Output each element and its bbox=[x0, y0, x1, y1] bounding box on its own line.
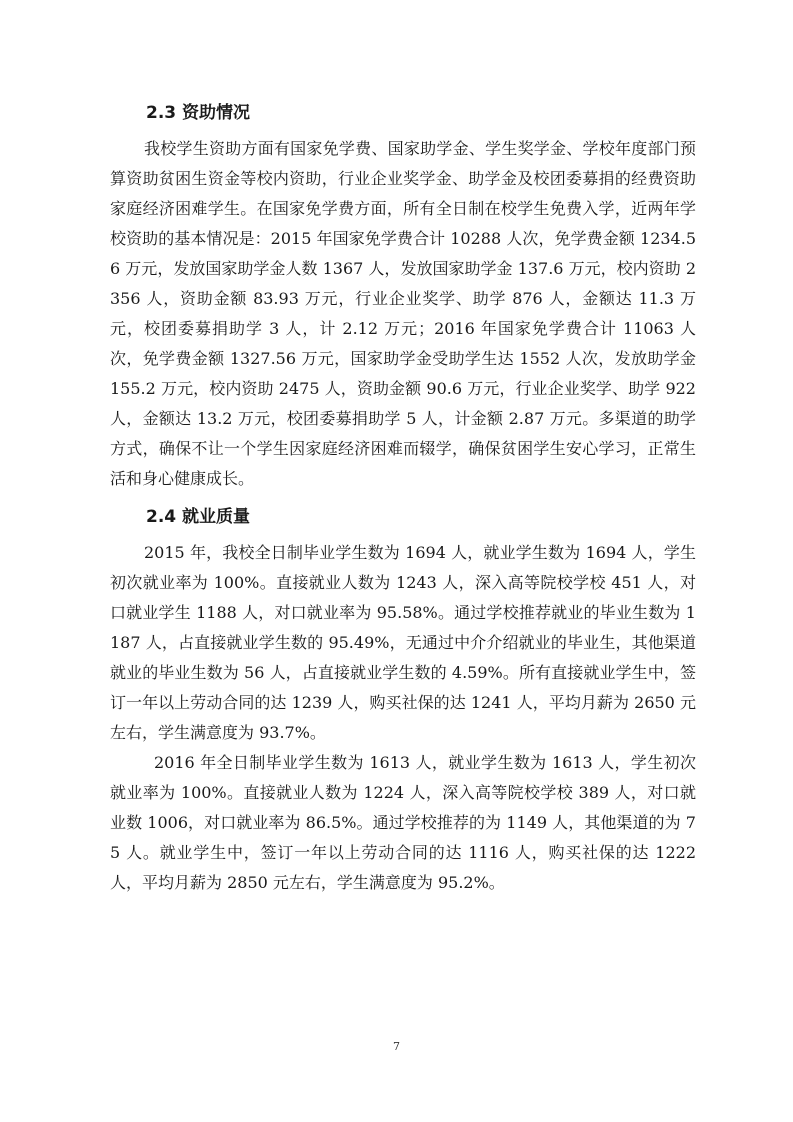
paragraph-employment-2016: 2016 年全日制毕业学生数为 1613 人，就业学生数为 1613 人，学生初次就业率为 100%。直接就业人数为 1224 人，深入高等院校学校 389 人，对口就业数 1006，对口就业率为 86.5%。通过学校推荐的为 1149 人，其他渠道的为 75 人。就业学生中，签订一年以上劳动合同的达 1116 人，购买社保的达 1222 人，平均月薪为 2850 元左右，学生满意度为 95.2%。 bbox=[110, 753, 696, 892]
page-number: 7 bbox=[393, 1040, 400, 1053]
paragraph-employment-2015: 2015 年，我校全日制毕业学生数为 1694 人，就业学生数为 1694 人，学生初次就业率为 100%。直接就业人数为 1243 人，深入高等院校学校 451 人，对口就业学生 1188 人，对口就业率为 95.58%。通过学校推荐就业的毕业生数为 1187 人，占直接就业学生数的 95.49%，无通过中介介绍就业的毕业生，其他渠道就业的毕业生数为 56 人，占直接就业学生数的 4.59%。所有直接就业学生中，签订一年以上劳动合同的达 1239 人，购买社保的达 1241 人，平均月薪为 2650 元左右，学生满意度为 93.7%。 bbox=[110, 543, 696, 742]
section-heading-financial-aid: 2.3 资助情况 bbox=[146, 103, 251, 123]
section-heading-employment-quality: 2.4 就业质量 bbox=[146, 507, 251, 527]
document-body bbox=[110, 100, 696, 898]
paragraph-financial-aid: 我校学生资助方面有国家免学费、国家助学金、学生奖学金、学校年度部门预算资助贫困生资金等校内资助，行业企业奖学金、助学金及校团委募捐的经费资助家庭经济困难学生。在国家免学费方面，所有全日制在校学生免费入学，近两年学校资助的基本情况是：2015 年国家免学费合计 10288 人次，免学费金额 1234.56 万元，发放国家助学金人数 1367 人，发放国家助学金 137.6 万元，校内资助 2356 人，资助金额 83.93 万元，行业企业奖学、助学 876 人，金额达 11.3 万元，校团委募捐助学 3 人，计 2.12 万元；2016 年国家免学费合计 11063 人次，免学费金额 1327.56 万元，国家助学金受助学生达 1552 人次，发放助学金 155.2 万元，校内资助 2475 人，资助金额 90.6 万元，行业企业奖学、助学 922 人，金额达 13.2 万元，校团委募捐助学 5 人，计金额 2.87 万元。多渠道的助学方式，确保不让一个学生因家庭经济困难而辍学，确保贫困学生安心学习，正常生活和身心健康成长。 bbox=[110, 139, 696, 488]
